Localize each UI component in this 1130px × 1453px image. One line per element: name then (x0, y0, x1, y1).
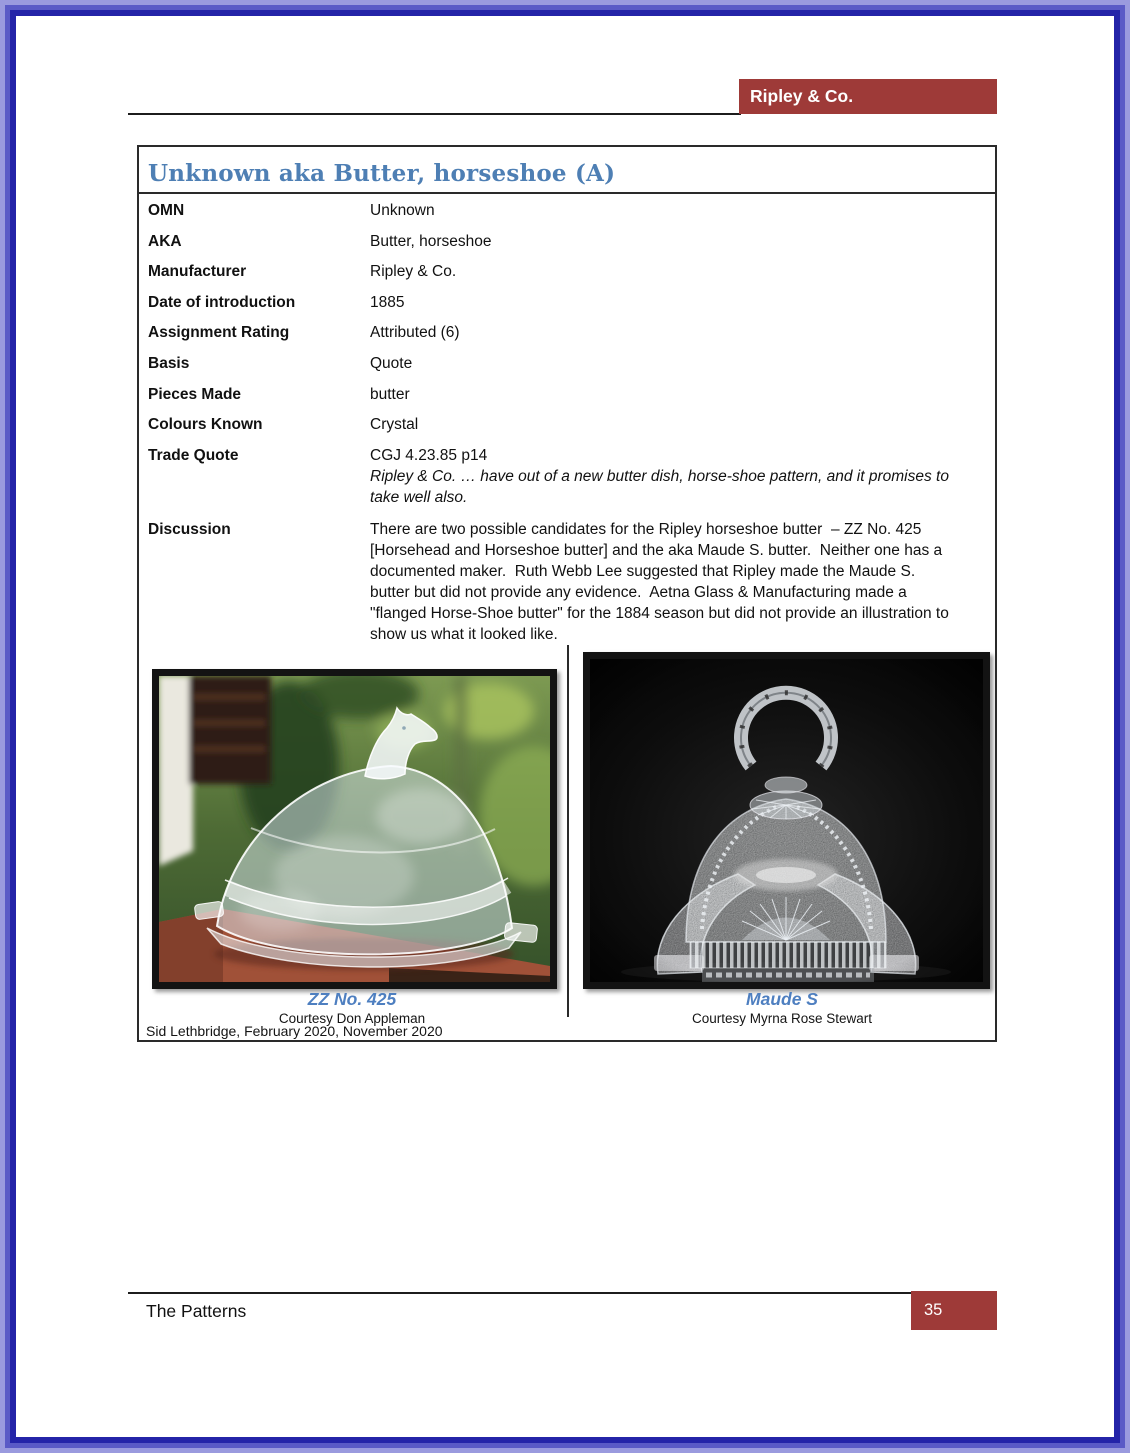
footer-section-label: The Patterns (146, 1301, 247, 1321)
caption-left-title: ZZ No. 425 (307, 989, 397, 1009)
field-value: 1885 (370, 293, 405, 311)
photo-maude-s (583, 652, 990, 989)
field-label: OMN (148, 202, 185, 219)
field-label: Colours Known (148, 416, 263, 434)
field-row-omn (148, 196, 985, 227)
photo-maude-s-image (590, 659, 983, 982)
discussion-text: There are two possible candidates for the Ripley horseshoe butter – ZZ No. 425 [Horsehead and Horseshoe butter] and the aka Maude S. butter. Neither one has a documented maker. Ruth Webb Lee suggested that Ripley made the Maude S. butter but did not provide any evidence. Aetna Glass & Manufacturing made a "flanged Horse-Shoe butter" for the 1884 season but did not provide an illustration to show us what it looked like. (370, 520, 954, 643)
header-section-tab (739, 79, 997, 114)
field-value: butter (370, 385, 410, 403)
photo-column-divider (567, 645, 569, 1017)
field-value (370, 441, 953, 515)
field-value: Attributed (6) (370, 324, 460, 342)
field-label: Trade Quote (148, 446, 239, 464)
field-label: Assignment Rating (148, 324, 290, 342)
field-row-manufacturer (148, 257, 985, 288)
field-value (370, 515, 953, 645)
field-label: Pieces Made (148, 385, 242, 403)
caption-right-title: Maude S (746, 989, 818, 1009)
trade-quote-reference: CGJ 4.23.85 p14 (370, 446, 488, 464)
field-row-aka (148, 227, 985, 258)
field-row-rating (148, 318, 985, 349)
trade-quote-text: Ripley & Co. … have out of a new butter dish, horse-shoe pattern, and it promises to take well also. (370, 467, 954, 506)
field-row-basis (148, 349, 985, 380)
field-value: Crystal (370, 416, 419, 434)
header-rule (128, 113, 741, 115)
field-label: Discussion (148, 520, 231, 538)
field-row-date (148, 288, 985, 319)
field-label: AKA (148, 232, 182, 250)
field-label: Date of introduction (148, 293, 296, 311)
pattern-fields (139, 194, 995, 645)
field-label: Manufacturer (148, 263, 247, 281)
field-value: Unknown (370, 202, 435, 219)
pattern-title: Unknown aka Butter, horseshoe (A) (139, 147, 995, 194)
field-row-trade-quote (148, 441, 985, 515)
caption-right-credit: Courtesy Myrna Rose Stewart (691, 1011, 873, 1026)
footer-rule (128, 1292, 911, 1294)
field-value: Ripley & Co. (370, 263, 457, 281)
header-section-label: Ripley & Co. (750, 86, 854, 106)
field-value: Butter, horseshoe (370, 232, 492, 250)
page-number-badge (911, 1291, 997, 1330)
caption-right (569, 989, 995, 1027)
attribution-line: Sid Lethbridge, February 2020, November 2020 (146, 1023, 443, 1039)
photo-zz-no-425-image (159, 676, 550, 982)
field-row-colours (148, 410, 985, 441)
field-label: Basis (148, 354, 190, 372)
photo-zz-no-425 (152, 669, 557, 989)
page-number: 35 (924, 1301, 943, 1319)
caption-left (139, 989, 565, 1027)
field-value: Quote (370, 354, 413, 372)
field-row-discussion (148, 515, 985, 645)
caption-left-credit: Courtesy Don Appleman (278, 1011, 426, 1026)
field-row-pieces (148, 380, 985, 411)
